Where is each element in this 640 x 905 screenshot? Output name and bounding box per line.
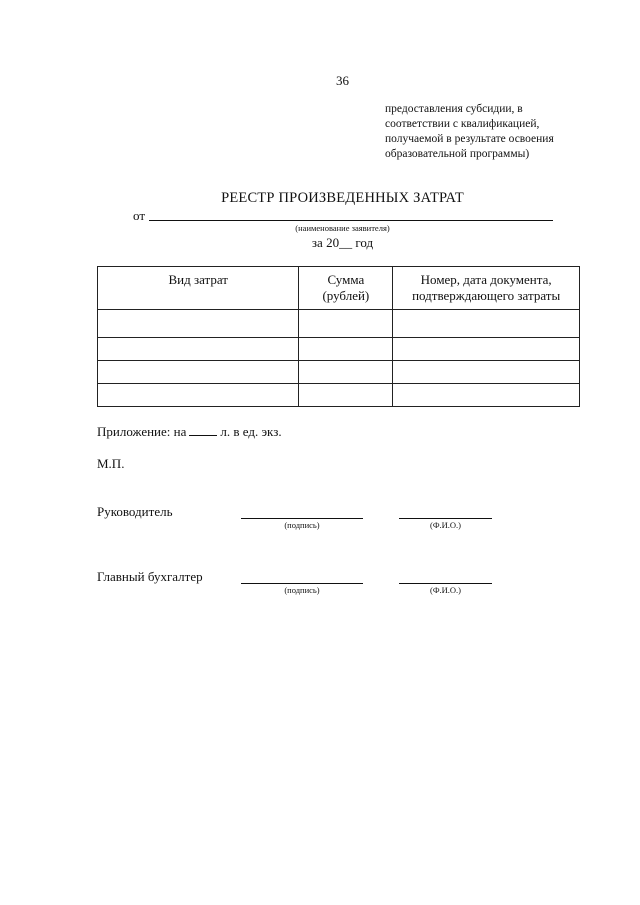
page-number: 36	[336, 73, 349, 88]
signature-role-chief-accountant: Главный бухгалтер	[97, 569, 203, 584]
table-cell[interactable]	[393, 338, 580, 361]
column-header-expense-type: Вид затрат	[98, 267, 299, 310]
column-header-document: Номер, дата документа, подтверждающего затраты	[393, 267, 580, 310]
table-cell[interactable]	[98, 384, 299, 407]
table-cell[interactable]	[299, 338, 393, 361]
from-label: от	[133, 208, 146, 223]
table-cell[interactable]	[98, 361, 299, 384]
attachment-line	[97, 424, 282, 440]
table-cell[interactable]	[98, 310, 299, 338]
stamp-label: М.П.	[97, 456, 125, 471]
attachment-suffix: л. в ед. экз.	[220, 424, 282, 439]
table-row	[98, 361, 580, 384]
header-note-line: образовательной программы)	[385, 148, 530, 160]
table-row	[98, 384, 580, 407]
attachment-pages-blank[interactable]	[189, 425, 217, 436]
header-note-line: соответствии с квалификацией,	[385, 118, 540, 130]
table-cell[interactable]	[299, 384, 393, 407]
table-cell[interactable]	[393, 384, 580, 407]
header-note-line: предоставления субсидии, в	[385, 103, 523, 115]
table-cell[interactable]	[299, 310, 393, 338]
header-note	[385, 102, 605, 162]
name-caption: (Ф.И.О.)	[429, 520, 462, 530]
column-header-amount: Сумма (рублей)	[299, 267, 393, 310]
expenses-table	[97, 266, 580, 407]
attachment-prefix: Приложение: на	[97, 424, 187, 439]
signature-line-director[interactable]	[241, 518, 363, 519]
table-cell[interactable]	[299, 361, 393, 384]
signature-caption: (подпись)	[284, 585, 320, 595]
table-row	[98, 338, 580, 361]
applicant-caption: (наименование заявителя)	[295, 223, 390, 233]
name-caption: (Ф.И.О.)	[429, 585, 462, 595]
table-cell[interactable]	[393, 361, 580, 384]
name-line-director[interactable]	[399, 518, 492, 519]
table-header-row	[98, 267, 580, 310]
table-cell[interactable]	[393, 310, 580, 338]
name-line-chief-accountant[interactable]	[399, 583, 492, 584]
table-row	[98, 310, 580, 338]
table-cell[interactable]	[98, 338, 299, 361]
signature-role-director: Руководитель	[97, 504, 173, 519]
year-line: за 20__ год	[311, 235, 374, 250]
signature-line-chief-accountant[interactable]	[241, 583, 363, 584]
header-note-line: получаемой в результате освоения	[385, 133, 554, 145]
document-title: РЕЕСТР ПРОИЗВЕДЕННЫХ ЗАТРАТ	[221, 190, 464, 206]
applicant-name-line[interactable]	[149, 220, 553, 221]
signature-caption: (подпись)	[284, 520, 320, 530]
